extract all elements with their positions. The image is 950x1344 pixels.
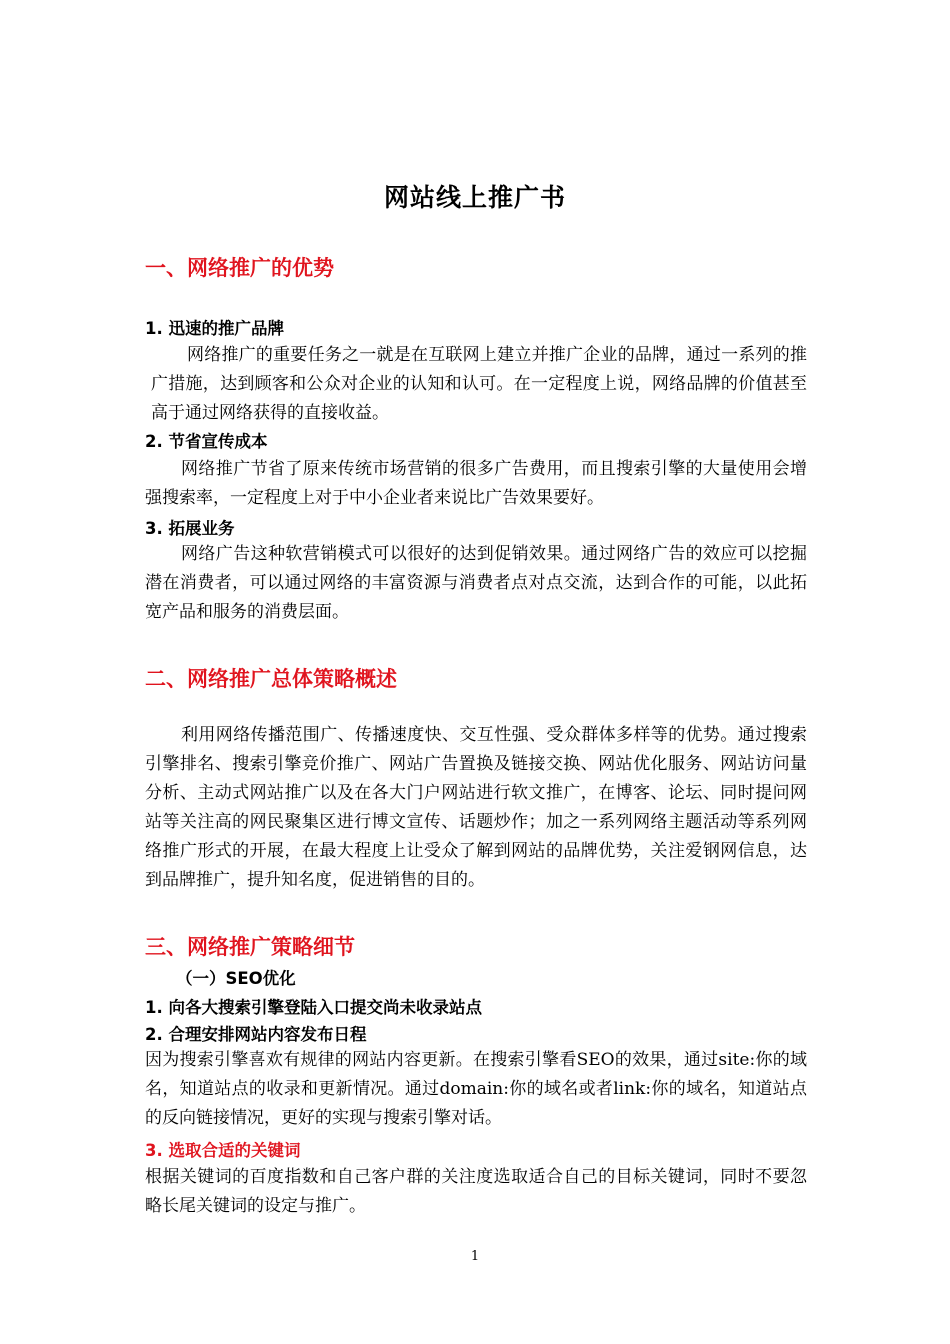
item-heading-cost: 2. 节省宣传成本 — [145, 432, 268, 451]
item-text-business: 网络广告这种软营销模式可以很好的达到促销效果。通过网络广告的效应可以挖掘潜在消费者，可以通过网络的丰富资源与消费者点对点交流，达到合作的可能，以此拓宽产品和服务的消费层面。 — [145, 544, 807, 622]
item-text-cost: 网络推广节省了原来传统市场营销的很多广告费用，而且搜索引擎的大量使用会增强搜索率，一定程度上对于中小企业者来说比广告效果要好。 — [145, 459, 807, 508]
strategy-overview-text: 利用网络传播范围广、传播速度快、交互性强、受众群体多样等的优势。通过搜索引擎排名、搜索引擎竞价推广、网站广告置换及链接交换、网站优化服务、网站访问量分析、主动式网站推广以及在各大门户网站进行软文推广，在博客、论坛、同时提问网站等关注高的网民聚集区进行博文宣传、话题炒作；加之一系列网络主题活动等系列网络推广形式的开展，在最大程度上让受众了解到网站的品牌优势，关注爱钢网信息，达到品牌推广，提升知名度，促进销售的目的。 — [145, 725, 807, 890]
item-heading-business: 3. 拓展业务 — [145, 519, 235, 538]
document-title: 网站线上推广书 — [383, 183, 566, 212]
section-heading-advantages: 一、网络推广的优势 — [145, 256, 334, 280]
subsection-heading-seo: （一）SEO优化 — [176, 969, 296, 988]
item-heading-brand: 1. 迅速的推广品牌 — [145, 319, 284, 338]
item-heading-publish-schedule: 2. 合理安排网站内容发布日程 — [145, 1025, 367, 1044]
section-heading-strategy-details: 三、网络推广策略细节 — [145, 935, 355, 959]
item-text-brand: 网络推广的重要任务之一就是在互联网上建立并推广企业的品牌，通过一系列的推广措施，达到顾客和公众对企业的认知和认可。在一定程度上说，网络品牌的价值甚至高于通过网络获得的直接收益。 — [151, 345, 807, 423]
item-heading-submit-sites: 1. 向各大搜索引擎登陆入口提交尚未收录站点 — [145, 998, 482, 1017]
section-heading-strategy-overview: 二、网络推广总体策略概述 — [145, 667, 397, 691]
item-heading-keywords: 3. 选取合适的关键词 — [145, 1141, 301, 1160]
item-text-keywords: 根据关键词的百度指数和自己客户群的关注度选取适合自己的目标关键词，同时不要忽略长尾关键词的设定与推广。 — [145, 1167, 807, 1216]
page-number: 1 — [470, 1249, 480, 1264]
item-text-publish-schedule: 因为搜索引擎喜欢有规律的网站内容更新。在搜索引擎看SEO的效果，通过site:你的域名，知道站点的收录和更新情况。通过domain:你的域名或者link:你的域名，知道站点的反向链接情况，更好的实现与搜索引擎对话。 — [145, 1050, 807, 1128]
